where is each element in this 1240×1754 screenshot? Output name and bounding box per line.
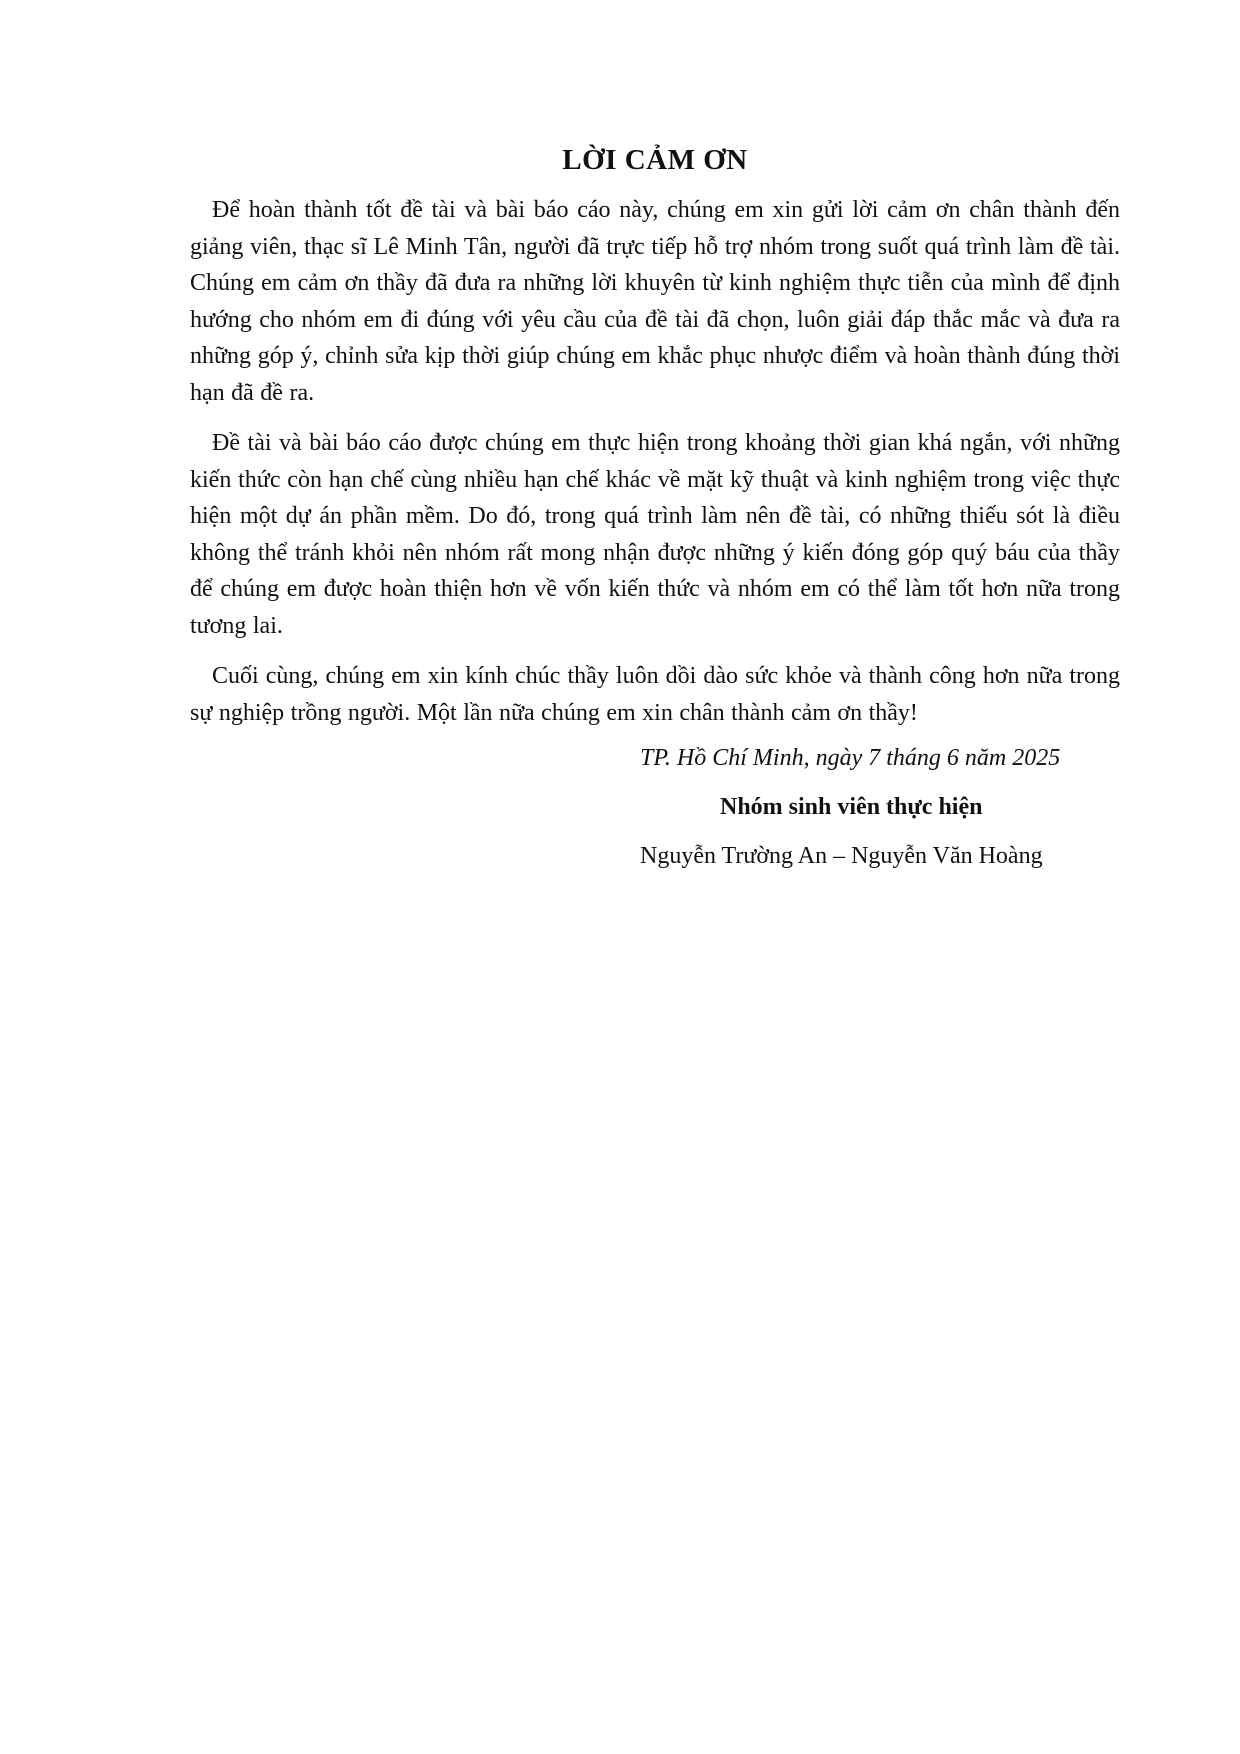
page-title: LỜI CẢM ƠN	[562, 144, 748, 176]
group-label: Nhóm sinh viên thực hiện	[720, 794, 983, 820]
paragraph-1: Để hoàn thành tốt đề tài và bài báo cáo này, chúng em xin gửi lời cảm ơn chân thành đến giảng viên, thạc sĩ Lê Minh Tân, người đã trực tiếp hỗ trợ nhóm trong suốt quá trình làm đề tài. Chúng em cảm ơn thầy đã đưa ra những lời khuyên từ kinh nghiệm thực tiễn của mình để định hướng cho nhóm em đi đúng với yêu cầu của đề tài đã chọn, luôn giải đáp thắc mắc và đưa ra những góp ý, chỉnh sửa kịp thời giúp chúng em khắc phục nhược điểm và hoàn thành đúng thời hạn đã đề ra.	[190, 197, 1120, 406]
paragraph-2: Đề tài và bài báo cáo được chúng em thực hiện trong khoảng thời gian khá ngắn, với những kiến thức còn hạn chế cùng nhiều hạn chế khác về mặt kỹ thuật và kinh nghiệm trong việc thực hiện một dự án phần mềm. Do đó, trong quá trình làm nên đề tài, có những thiếu sót là điều không thể tránh khỏi nên nhóm rất mong nhận được những ý kiến đóng góp quý báu của thầy để chúng em được hoàn thiện hơn về vốn kiến thức và nhóm em có thể làm tốt hơn nữa trong tương lai.	[190, 430, 1120, 639]
place-date: TP. Hồ Chí Minh, ngày 7 tháng 6 năm 2025	[640, 745, 1061, 771]
member-names: Nguyễn Trường An – Nguyễn Văn Hoàng	[640, 843, 1043, 869]
document-body	[190, 130, 1120, 745]
paragraph-3: Cuối cùng, chúng em xin kính chúc thầy luôn dồi dào sức khỏe và thành công hơn nữa trong sự nghiệp trồng người. Một lần nữa chúng em xin chân thành cảm ơn thầy!	[190, 663, 1120, 726]
